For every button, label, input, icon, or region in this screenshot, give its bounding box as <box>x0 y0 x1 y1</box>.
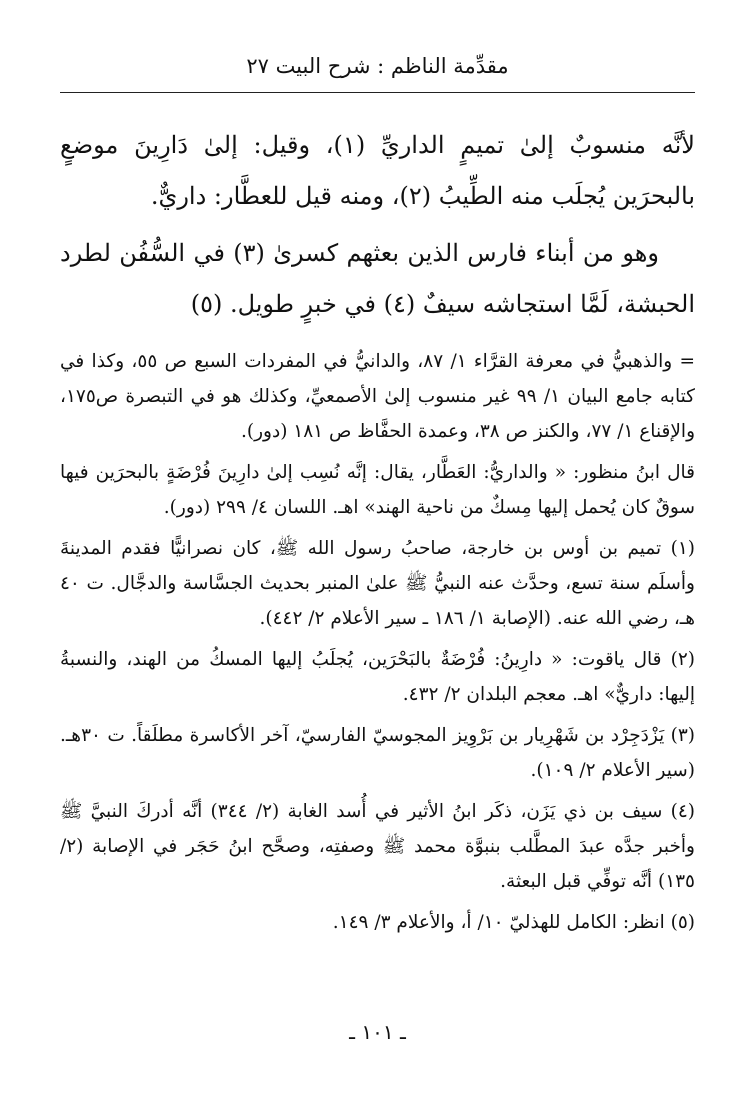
footnotes-section <box>60 344 695 940</box>
footnote-3: (٣) يَزْدَجِرْد بن شَهْرِيار بن بَرْوِيز المجوسيّ الفارسيّ، آخر الأكاسرة مطلَقاً. ت ٣٠هـ. (سير الأعلام ٢/ ١٠٩). <box>60 725 695 781</box>
page-number: ـ ١٠١ ـ <box>349 1020 406 1044</box>
footnote-1: (١) تميم بن أوس بن خارجة، صاحبُ رسول الله ﷺ، كان نصرانيًّا فقدم المدينةَ وأسلَم سنة تسع، وحدَّث عنه النبيُّ ﷺ علىٰ المنبر بحديث الجسَّاسة والدجَّال. ت ٤٠ هـ، رضي الله عنه. (الإصابة ١/ ١٨٦ ـ سير الأعلام ٢/ ٤٤٢). <box>60 538 695 629</box>
running-header: مقدِّمة الناظم : شرح البيت ٢٧ <box>246 54 509 78</box>
main-text <box>60 120 695 330</box>
header-divider <box>60 92 695 93</box>
footnote-continuation: = والذهبيُّ في معرفة القرَّاء ١/ ٨٧، والدانيُّ في المفردات السبع ص ٥٥، وكذا في كتابه جامع البيان ١/ ٩٩ غير منسوب إلىٰ الأصمعيِّ، وكذلك هو في التبصرة ص١٧٥، والإقناع ١/ ٧٧، والكنز ص ٣٨، وعمدة الحفَّاظ ص ١٨١ (دور). <box>60 351 695 442</box>
footnote-2: (٢) قال ياقوت: « دارِينُ: فُرْضَةٌ بالبَحْرَين، يُجلَبُ إليها المسكُ من الهند، والنسبةُ إليها: داريٌّ» اهـ. معجم البلدان ٢/ ٤٣٢. <box>60 649 695 705</box>
main-paragraph-2: وهو من أبناء فارس الذين بعثهم كسرىٰ (٣) في السُّفُن لطرد الحبشة، لَمَّا استجاشه سيفٌ (٤) في خبرٍ طويل. (٥) <box>60 239 695 318</box>
footnote-5: (٥) انظر: الكامل للهذليّ ١٠/ أ، والأعلام ٣/ ١٤٩. <box>332 912 695 933</box>
footnote-4: (٤) سيف بن ذي يَزَن، ذكَر ابنُ الأثير في أُسد الغابة (٢/ ٣٤٤) أنَّه أدركَ النبيَّ ﷺ وأخبر جدَّه عبدَ المطَّلب بنبوَّة محمد ﷺ وصفتِه، وصحَّح ابنُ حَجَر في الإصابة (٢/ ١٣٥) أنَّه توفِّي قبل البعثة. <box>60 801 695 892</box>
main-paragraph-1: لأنَّه منسوبٌ إلىٰ تميمٍ الداريِّ (١)، وقيل: إلىٰ دَارِينَ موضعٍ بالبحرَين يُجلَب منه الطِّيبُ (٢)، ومنه قيل للعطَّار: داريٌّ. <box>60 131 695 210</box>
footnote-quote-ibn-manzur: قال ابنُ منظور: « والداريُّ: العَطَّار، يقال: إنَّه نُسِب إلىٰ دارِينَ فُرْضَةٍ بالبحرَين فيها سوقٌ كان يُحمل إليها مِسكٌ من ناحية الهند» اهـ. اللسان ٤/ ٢٩٩ (دور). <box>60 462 695 518</box>
